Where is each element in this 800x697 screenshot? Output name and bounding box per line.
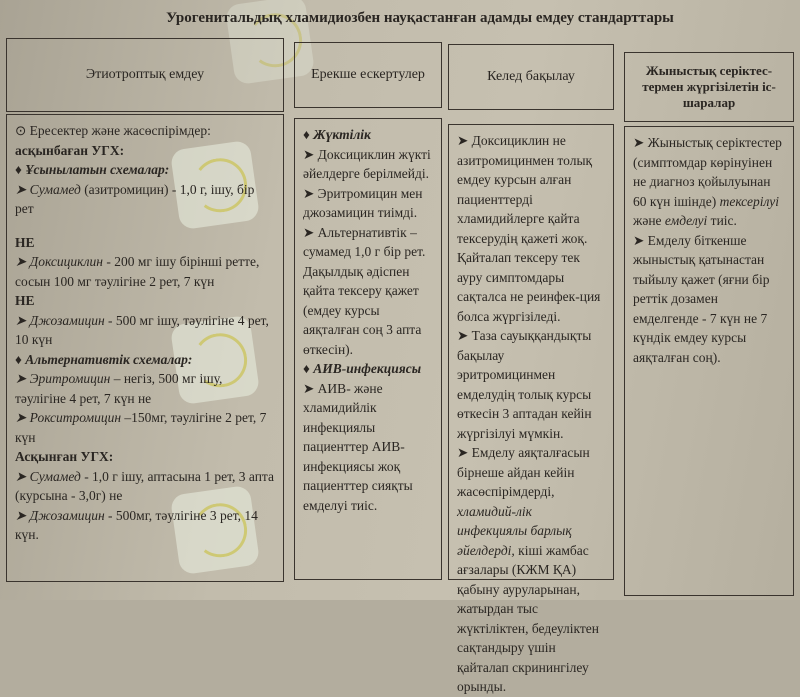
followup-item	[457, 443, 605, 697]
partner-text: тиіс.	[707, 213, 737, 228]
note-item: ➤ Доксициклин жүкті әйелдерге берілмейді.	[303, 146, 431, 181]
alternative-heading: ♦ Альтернативтік схемалар:	[15, 351, 193, 367]
or-label: НЕ	[15, 293, 35, 308]
followup-item: ➤ Доксициклин не азитромицинмен толық емдеу курсын алған пациенттерді хламидийлерге қайта тексерудің қажеті жоқ. Қайталап тексеру тек ауру симптомдары сақталса не реинфек-ция болса жүргізіледі.	[457, 133, 601, 324]
partner-text: және	[633, 213, 665, 228]
note-item: ➤ АИВ- және хламидийлік инфекциялы пациенттер АИВ-инфекциясы жоқ пациенттер сияқты емделуі тиіс.	[303, 380, 413, 513]
followup-text: кіші жамбас ағзалары (КЖМ ҚА) қабыну ауруларынан, жатырдан тыс жүктіліктен, бедеуліктен сақтандыру үшін қайталап скринингілеу орынды.	[457, 542, 600, 694]
dosage: - 500 мг ішу, тәулігіне 4 рет, 10 күн	[15, 312, 269, 347]
followup-cell	[448, 124, 614, 694]
partners-cell	[624, 126, 794, 596]
notes-cell	[294, 118, 442, 580]
drug-name: ➤ Сумамед	[15, 181, 81, 197]
dosage: –150мг, тәулігіне 2 рет, 7 күн	[15, 410, 267, 445]
dosage: – негіз, 500 мг ішу, тәулігіне 4 рет, 7 күн не	[15, 371, 223, 406]
hiv-heading: ♦ АИВ-инфекциясы	[303, 361, 422, 376]
dosage: - 500мг, тәулігіне 3 рет, 14 күн.	[15, 507, 258, 542]
partner-emphasis: емделуі	[664, 213, 708, 228]
followup-emphasis: хламидий-лік инфекциялы барлық әйелдерді,	[457, 503, 572, 558]
followup-item: ➤ Таза сауыққандықты бақылау эритромицинмен емделудің толық курсы өткесін 3 аптадан кейін жүргізілуі мүмкін.	[457, 328, 592, 441]
drug-name: ➤ Эритромицин	[15, 371, 111, 386]
partner-item: ➤ Емделу біткенше жыныстық қатынастан тыйылу қажет (яғни бір реттік дозамен емделгенде - 7 күн не 7 күндік емдеу курсы аяқталған соң).	[633, 232, 770, 365]
page-title: Урогенитальдық хламидиозбен науқастанған адамды емдеу стандарттары	[166, 10, 674, 26]
adults-heading: ⊙ Ересектер және жасөспірімдер:	[15, 123, 211, 138]
drug-name: ➤ Джозамицин	[15, 312, 105, 328]
header-followup: Келед бақылау	[448, 44, 614, 110]
partner-text: ➤ Жыныстық серіктестер (симптомдар көрінуінен не диагноз қойылуынан 60 күн ішінде)	[633, 135, 782, 209]
complicated-heading: Асқынған УГХ:	[15, 449, 114, 464]
dosage: - 200 мг ішу бірінші ретте, сосын 100 мг тәулігіне 2 рет, 7 күн	[15, 254, 260, 289]
drug-name: ➤ Рокситромицин	[15, 410, 122, 425]
partner-emphasis: тексерілуі	[719, 193, 779, 209]
drug-name: ➤ Сумамед	[15, 468, 81, 484]
dosage: (азитромицин) - 1,0 г, ішу, бір рет	[15, 181, 255, 216]
etiotropic-cell	[6, 114, 284, 582]
partner-item	[633, 133, 785, 231]
dosage: - 1,0 г ішу, аптасына 1 рет, 3 апта (курсына - 3,0г) не	[15, 468, 274, 503]
pregnancy-heading: ♦ Жүктілік	[303, 127, 371, 142]
note-item: ➤ Альтернативтік – сумамед 1,0 г бір рет. Дақылдық әдіспен қайта тексеру қажет (емдеу курсы аяқталған соң 3 апта өткесін).	[303, 224, 426, 357]
followup-text: ➤ Емделу аяқталғасын бірнеше айдан кейін жасөспірімдерді,	[457, 445, 590, 499]
drug-name: ➤ Джозамицин	[15, 507, 105, 523]
header-partners: Жыныстық серіктес-термен жүргізілетін іс-шаралар	[624, 52, 794, 122]
uncomplicated-heading: асқынбаған УГХ:	[15, 142, 125, 158]
drug-name: ➤ Доксициклин	[15, 254, 103, 269]
header-etiotropic: Этиотроптық емдеу	[6, 38, 284, 112]
recommended-heading: ♦ Ұсынылатын схемалар:	[15, 162, 170, 177]
or-label: НЕ	[15, 234, 35, 250]
header-notes: Ерекше ескертулер	[294, 42, 442, 108]
note-item: ➤ Эритромицин мен джозамицин тиімді.	[303, 185, 423, 220]
